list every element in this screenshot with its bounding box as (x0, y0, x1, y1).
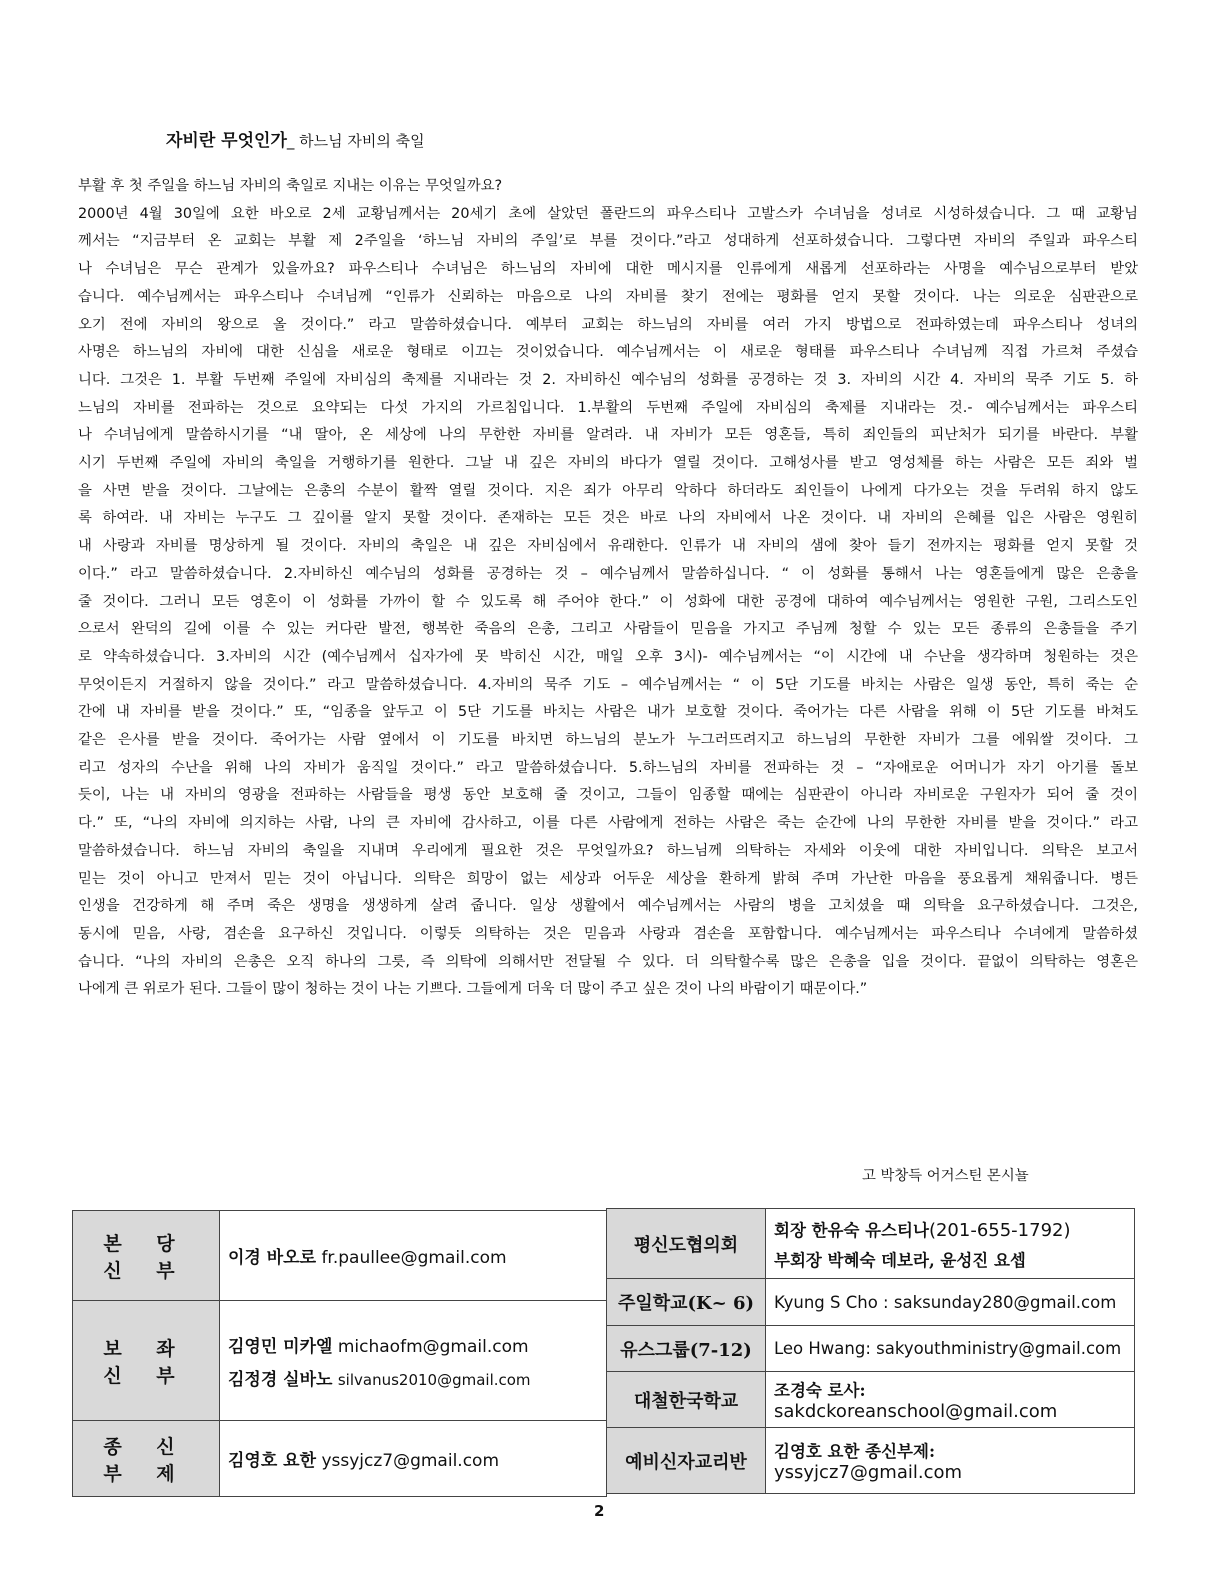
body-line: 시기 두번째 주일에 자비의 축일을 거행하기를 원한다. 그날 내 깊은 자비의 바다가 열릴 것이다. 고해성사를 받고 영성체를 하는 사람은 모든 죄와 벌 (78, 455, 1138, 472)
council-vice: 부회장 박혜숙 데보라, 윤성진 요셉 (774, 1250, 1026, 1270)
korean-school-name: 조경숙 로사: (774, 1381, 866, 1400)
body-line: 느님의 자비를 전파하는 것으로 요약되는 다섯 가지의 가르침입니다. 1.부활의 두번째 주일에 자비심의 축제를 지내라는 것.- 예수님께서는 파우스티 (78, 399, 1138, 416)
body-line: 같은 은사를 받을 것이다. 죽어가는 사람 옆에서 이 기도를 바치면 하느님의 분노가 누그러뜨려지고 하느님의 무한한 자비가 그를 에워쌀 것이다. 그 (78, 732, 1138, 749)
council-phone: (201-655-1792) (928, 1219, 1071, 1241)
sunday-school-value: Kyung S Cho : saksunday280@gmail.com (766, 1279, 1135, 1326)
body-line: 습니다. “나의 자비의 은총은 오직 하나의 그릇, 즉 의탁에 의해서만 전달될 수 있다. 더 의탁할수록 많은 은총을 입을 것이다. 끝없이 의탁하는 영혼은 (78, 953, 1138, 970)
council-value (766, 1209, 1135, 1279)
body-line: 니다. 그것은 1. 부활 두번째 주일에 자비심의 축제를 지내라는 것 2. 자비하신 예수님의 성화를 공경하는 것 3. 자비의 시간 4. 자비의 묵주 기도 5. 하 (78, 371, 1138, 388)
article-title-sub: _ 하느님 자비의 축일 (286, 132, 425, 150)
korean-school-value (766, 1372, 1135, 1428)
article-title-main: 자비란 무엇인가 (166, 131, 287, 151)
korean-school-email[interactable]: sakdckoreanschool@gmail.com (774, 1401, 1058, 1422)
assistant-name-2: 김정경 실바노 (228, 1369, 333, 1390)
catechumen-label: 예비신자교리반 (607, 1428, 766, 1494)
body-line: 습니다. 예수님께서는 파우스티나 수녀님께 “인류가 신뢰하는 마음으로 나의 자비를 찾기 전에는 평화를 얻지 못할 것이다. 나는 의로운 심판관으로 (78, 288, 1138, 305)
pastor-name: 이경 바오로 (228, 1248, 317, 1268)
body-line: 다.” 또, “나의 자비에 의지하는 사람, 나의 큰 자비에 감사하고, 이를 다른 사람에게 전하는 사람은 죽는 순간에 나의 무한한 자비를 받을 것이다.” 라고 (78, 815, 1138, 832)
body-line: 나 수녀님은 무슨 관계가 있을까요? 파우스티나 수녀님은 하느님의 자비에 대한 메시지를 인류에게 새롭게 선포하라는 사명을 예수님으로부터 받았 (78, 261, 1138, 278)
body-line: 2000년 4월 30일에 요한 바오로 2세 교황님께서는 20세기 초에 살았던 폴란드의 파우스티나 고발스카 수녀님을 성녀로 시성하셨습니다. 그 때 교황님 (78, 205, 1138, 222)
body-line: 리고 성자의 수난을 위해 나의 자비가 움직일 것이다.” 라고 말씀하셨습니다. 5.하느님의 자비를 전파하는 것 – “자애로운 어머니가 자기 아기를 돌보 (78, 759, 1138, 776)
pastor-label: 본 당 신 부 (73, 1211, 220, 1301)
body-line: 듯이, 나는 내 자비의 영광을 전파하는 사람들을 평생 동안 보호해 줄 것이고, 그들이 임종할 때에는 심판관이 아니라 자비로운 구원자가 되어 줄 것이 (78, 787, 1138, 804)
deacon-email[interactable]: yssyjcz7@gmail.com (321, 1451, 500, 1471)
assistant-email-1[interactable]: michaofm@gmail.com (337, 1336, 529, 1357)
body-line: 동시에 믿음, 사랑, 겸손을 요구하신 것입니다. 이렇듯 의탁하는 것은 믿음과 사랑과 겸손을 포함합니다. 예수님께서는 파우스티나 수녀에게 말씀하셨 (78, 925, 1138, 942)
assistant-name-1: 김영민 미카엘 (228, 1336, 333, 1357)
body-line: 을 사면 받을 것이다. 그날에는 은총의 수분이 활짝 열릴 것이다. 지은 죄가 아무리 악하다 하더라도 죄인들이 나에게 다가오는 것을 두려워 하지 않도 (78, 482, 1138, 499)
deacon-label: 종 신 부 제 (73, 1421, 220, 1497)
body-line: 믿는 것이 아니고 만져서 믿는 것이 아닙니다. 의탁은 희망이 없는 세상과 어두운 세상을 환하게 밝혀 주며 가난한 마음을 풍요롭게 채워줍니다. 병든 (78, 870, 1138, 887)
body-line: 나에게 큰 위로가 된다. 그들이 많이 청하는 것이 나는 기쁘다. 그들에게 더욱 더 많이 주고 싶은 것이 나의 바람이기 때문이다.” (78, 981, 868, 998)
clergy-table (72, 1210, 607, 1497)
youth-label: 유스그룹(7-12) (607, 1326, 766, 1372)
body-line: 내 사랑과 자비를 명상하게 될 것이다. 자비의 축일은 내 깊은 자비심에서 유래한다. 인류가 내 자비의 샘에 찾아 들기 전까지는 평화를 얻지 못할 것 (78, 538, 1138, 555)
catechumen-name: 김영호 요한 종신부제: (774, 1442, 936, 1461)
pastor-email[interactable]: fr.paullee@gmail.com (321, 1248, 507, 1268)
body-line: 말씀하셨습니다. 하느님 자비의 축일을 지내며 우리에게 필요한 것은 무엇일까요? 하느님께 의탁하는 자세와 이웃에 대한 자비입니다. 의탁은 보고서 (78, 842, 1138, 859)
korean-school-label: 대철한국학교 (607, 1372, 766, 1428)
organizations-table (606, 1208, 1135, 1494)
body-line: 간에 내 자비를 받을 것이다.” 또, “임종을 앞두고 이 5단 기도를 바치는 사람은 내가 보호할 것이다. 죽어가는 다른 사람을 위해 이 5단 기도를 바쳐도 (78, 704, 1138, 721)
body-line: 인생을 건강하게 해 주며 죽은 생명을 생생하게 살려 줍니다. 일상 생활에서 예수님께서는 사람의 병을 고치셨을 때 의탁을 요구하셨습니다. 그것은, (78, 898, 1138, 915)
body-line: 로 약속하셨습니다. 3.자비의 시간 (예수님께서 십자가에 못 박히신 시간, 매일 오후 3시)- 예수님께서는 “이 시간에 내 수난을 생각하며 청원하는 것은 (78, 648, 1138, 665)
body-line: 록 하여라. 내 자비는 누구도 그 깊이를 알지 못할 것이다. 존재하는 모든 것은 바로 나의 자비에서 나온 것이다. 내 자비의 은혜를 입은 사람은 영원히 (78, 510, 1138, 527)
pastor-value (220, 1211, 607, 1301)
deacon-value (220, 1421, 607, 1497)
page-number: 2 (594, 1502, 605, 1520)
assistant-value (220, 1301, 607, 1421)
body-line: 줄 것이다. 그러니 모든 영혼이 이 성화를 가까이 할 수 있도록 해 주어야 한다.” 이 성화에 대한 공경에 대하여 예수님께서는 영원한 구원, 그리스도인 (78, 593, 1138, 610)
sunday-school-label: 주일학교(K~ 6) (607, 1279, 766, 1326)
council-label: 평신도협의회 (607, 1209, 766, 1279)
deacon-name: 김영호 요한 (228, 1451, 317, 1471)
catechumen-email[interactable]: yssyjcz7@gmail.com (774, 1462, 963, 1483)
council-president: 회장 한유숙 유스티나 (774, 1220, 929, 1240)
body-line: 오기 전에 자비의 왕으로 올 것이다.” 라고 말씀하셨습니다. 예부터 교회는 하느님의 자비를 여러 가지 방법으로 전파하였는데 파우스티나 성녀의 (78, 316, 1138, 333)
assistant-email-2[interactable]: silvanus2010@gmail.com (337, 1370, 531, 1389)
body-line: 사명은 하느님의 자비에 대한 신심을 새로운 형태로 이끄는 것이었습니다. 예수님께서는 이 새로운 형태를 파우스티나 수녀님께 직접 가르쳐 주셨습 (78, 344, 1138, 361)
body-line: 으로서 완덕의 길에 이를 수 있는 커다란 발전, 행복한 죽음의 은총, 그리고 사람들이 믿음을 가지고 주님께 청할 수 있는 모든 종류의 은총들을 주기 (78, 621, 1138, 638)
body-line: 나 수녀님에게 말씀하시기를 “내 딸아, 온 세상에 나의 무한한 자비를 알려라. 내 자비가 모든 영혼들, 특히 죄인들의 피난처가 되기를 바란다. 부활 (78, 427, 1138, 444)
body-line: 이다.” 라고 말씀하셨습니다. 2.자비하신 예수님의 성화를 공경하는 것 – 예수님께서 말씀하십니다. “ 이 성화를 통해서 나는 영혼들에게 많은 은총을 (78, 565, 1138, 582)
body-line: 부활 후 첫 주일을 하느님 자비의 축일로 지내는 이유는 무엇일까요? (78, 178, 503, 194)
body-line: 무엇이든지 거절하지 않을 것이다.” 라고 말씀하셨습니다. 4.자비의 묵주 기도 – 예수님께서는 “ 이 5단 기도를 바치는 사람은 일생 동안, 특히 죽는 순 (78, 676, 1138, 693)
youth-value: Leo Hwang: sakyouthministry@gmail.com (766, 1326, 1135, 1372)
article-title (166, 126, 425, 151)
body-line: 께서는 “지금부터 온 교회는 부활 제 2주일을 ‘하느님 자비의 주일’로 부를 것이다.”라고 성대하게 선포하셨습니다. 그렇다면 자비의 주일과 파우스티 (78, 233, 1138, 250)
assistant-label: 보 좌 신 부 (73, 1301, 220, 1421)
article-body (78, 173, 1138, 1004)
author-signature: 고 박창득 어거스틴 몬시뇰 (862, 1168, 1029, 1184)
catechumen-value (766, 1428, 1135, 1494)
